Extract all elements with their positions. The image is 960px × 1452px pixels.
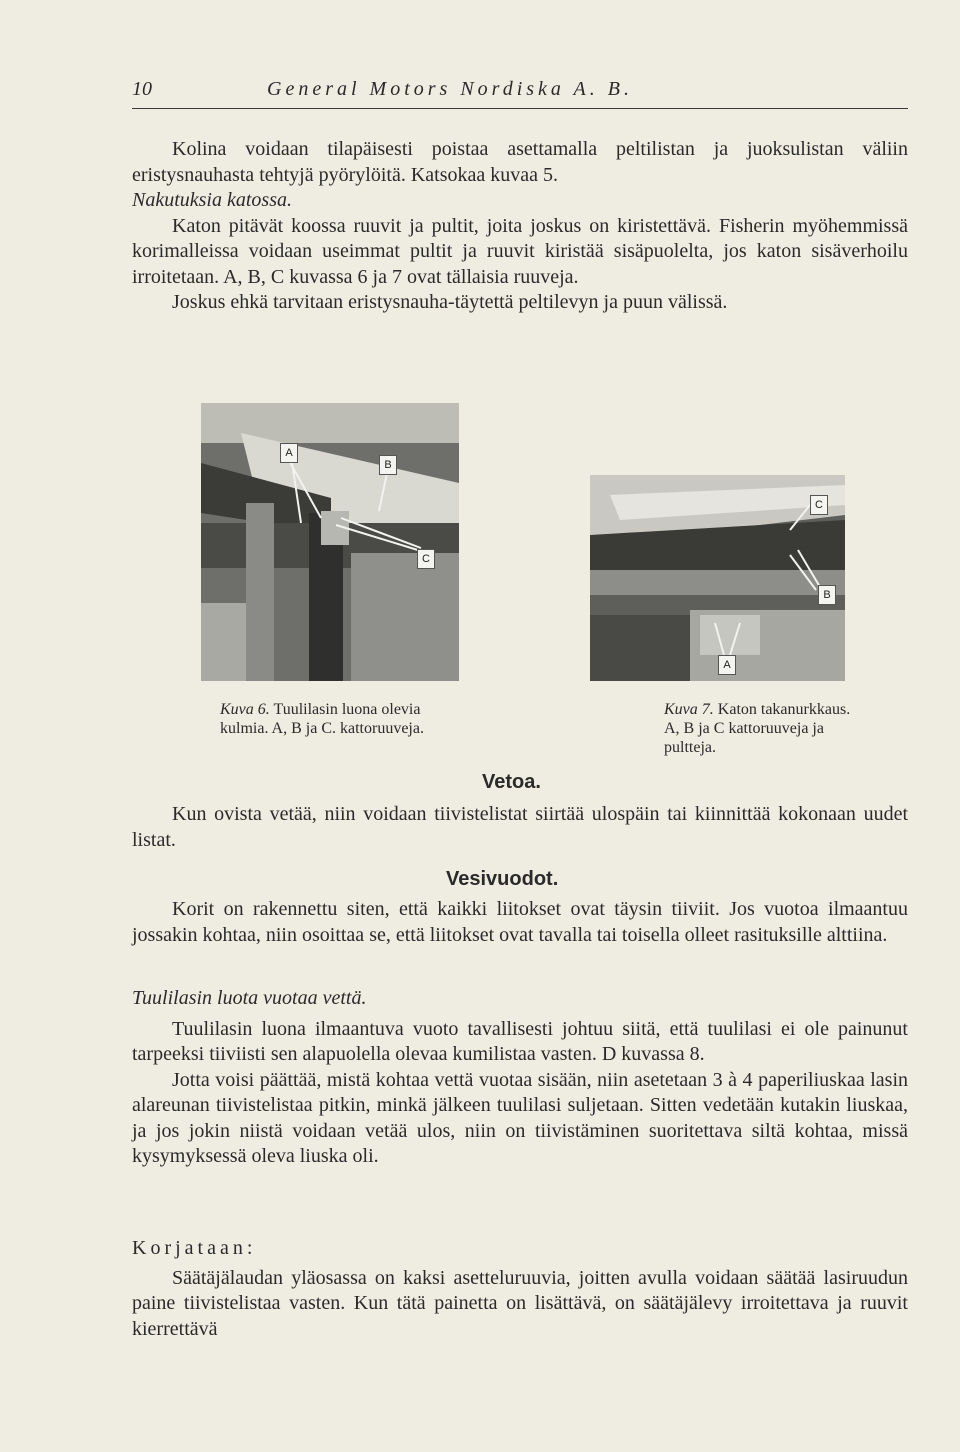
paragraph-roof-screws: Katon pitävät koossa ruuvit ja pultit, joita joskus on kiristettävä. Fisherin myöhemmissä korimalleissa voidaan useimmat pultit ja ruuvit kiristää sisäpuolelta, jos katon sisäverhoilu irroitetaan. A, B, C kuvassa 6 ja 7 ovat tällaisia ruuveja. (132, 214, 908, 288)
figure-7-callout-b: B (818, 585, 836, 605)
paragraph-vesivuodot: Korit on rakennettu siten, että kaikki liitokset ovat täysin tiiviit. Jos vuotoa ilmaantuu jossakin kohtaa, niin osoittaa se, että liitokset ovat tavalla tai toisella olleet rasituksille alttiina. (132, 898, 908, 946)
subheading-roof-knocks: Nakutuksia katossa. (132, 189, 292, 211)
korjataan-section (132, 1236, 908, 1342)
figure-6-callout-a: A (280, 443, 298, 463)
paragraph-insulation: Joskus ehkä tarvitaan eristysnauha-täytettä peltilevyn ja puun välissä. (172, 291, 728, 313)
tuulilasi-section (132, 986, 908, 1170)
subheading-windscreen-leak: Tuulilasin luota vuotaa vettä. (132, 987, 367, 1009)
publication-title: General Motors Nordiska A. B. (267, 78, 633, 100)
intro-text (132, 137, 908, 316)
figure-6-callout-b: B (379, 455, 397, 475)
paragraph-windscreen-2: Jotta voisi päättää, mistä kohtaa vettä vuotaa sisään, niin asetetaan 3 à 4 paperiliuskaa lasin alareunan tiivistelistaa pitkin, minkä jälkeen tuulilasi suljetaan. Sitten vedetään kutakin liuskaa, ja jos jokin niistä voidaan vetää ulos, niin on tiivistäminen suoritettava siltä kohtaa, missä kysymyksessä oleva liuska oli. (132, 1068, 908, 1167)
figure-6-caption-text: Tuulilasin luona olevia kulmia. A, B ja C. kattoruuveja. (220, 701, 424, 737)
figure-7-callout-c: C (810, 495, 828, 515)
heading-vesivuodot: Vesivuodot. (446, 868, 559, 890)
page-number: 10 (132, 78, 152, 100)
figure-7-caption-text: Katon takanurkkaus. A, B ja C kattoruuveja ja pultteja. (664, 701, 851, 756)
paragraph-rattle: Kolina voidaan tilapäisesti poistaa asettamalla peltilistan ja juoksulistan väliin eristysnauhasta tehtyjä pyörylöitä. Katsokaa kuvaa 5. (132, 138, 908, 186)
figure-7-label: Kuva 7. (664, 701, 714, 718)
figure-6-label: Kuva 6. (220, 701, 270, 718)
figure-6-caption (220, 700, 460, 738)
figure-7-image (590, 475, 845, 681)
vesivuodot-section (132, 897, 908, 948)
figure-7-caption (664, 700, 864, 757)
running-header (132, 78, 908, 109)
paragraph-vetoa: Kun ovista vetää, niin voidaan tiivistelistat siirtää ulospäin tai kiinnittää kokonaan uudet listat. (132, 803, 908, 851)
figure-6-callout-c: C (417, 549, 435, 569)
figure-7-photo (590, 475, 845, 681)
subheading-korjataan: Korjataan: (132, 1237, 257, 1259)
vetoa-section (132, 802, 908, 853)
figure-7-callout-a: A (718, 655, 736, 675)
paragraph-windscreen-1: Tuulilasin luona ilmaantuva vuoto tavallisesti johtuu siitä, että tuulilasi ei ole painunut tarpeeksi tiiviisti sen alapuolella olevaa kumilistaa vasten. D kuvassa 8. (132, 1017, 908, 1065)
figure-6-photo (201, 403, 459, 681)
figure-6-image (201, 403, 459, 681)
paragraph-korjataan: Säätäjälaudan yläosassa on kaksi asetteluruuvia, joitten avulla voidaan säätää lasiruudun paine tiivistelistaa vasten. Kun tätä painetta on lisättävä, on säätäjälevy irroitettava ja ruuvit kierrettävä (132, 1266, 908, 1340)
heading-vetoa: Vetoa. (482, 771, 541, 793)
